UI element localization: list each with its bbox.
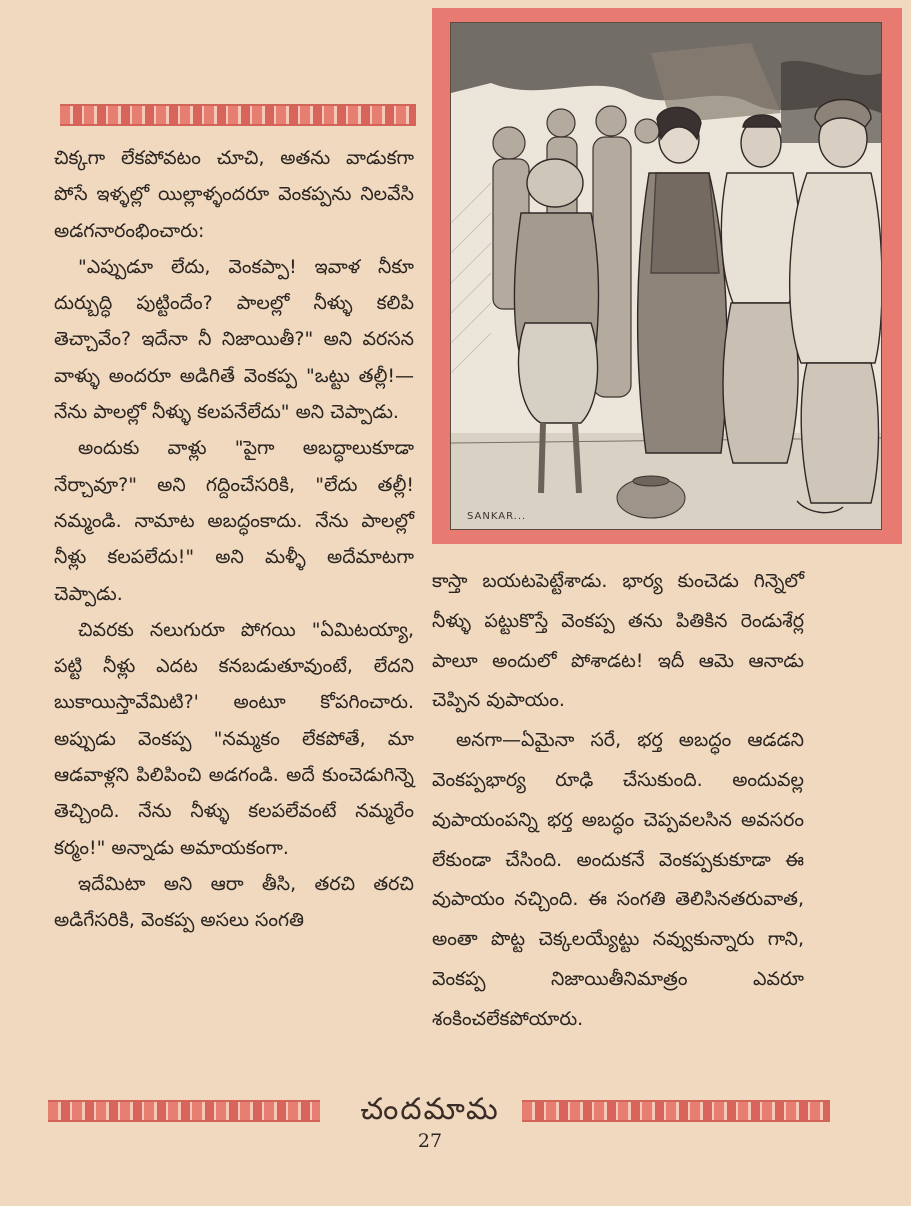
illustration-frame xyxy=(432,8,902,544)
paragraph: ఇదేమిటా అని ఆరా తీసి, తరచి తరచి అడిగేసరికి, వెంకప్ప అసలు సంగతి xyxy=(54,872,414,932)
paragraph: కాస్తా బయటపెట్టేశాడు. భార్య కుంచెడు గిన్నెలో నీళ్ళు పట్టుకొస్తే వెంకప్ప తను పితికిన రెండుశేర్ల పాలూ అందులో పోశాడట! ఇదీ ఆమె ఆనాడు చెప్పిన వుపాయం. xyxy=(432,570,804,712)
magazine-title: చందమామ xyxy=(360,1092,500,1127)
paragraph: చివరకు నలుగురూ పోగయి "ఏమిటయ్యా, పట్టి నీళ్లు ఎదట కనబడుతూవుంటే, లేదని బుకాయిస్తావేమిటి?' అంటూ కోపగించారు. అప్పుడు వెంకప్ప "నమ్మకం లేకపోతే, మా ఆడవాళ్లని పిలిపించి అడగండి. అదే కుంచెడుగిన్నె తెచ్చింది. నేను నీళ్ళు కలపలేవంటే నమ్మరేం కర్మం!" అన్నాడు అమాయకంగా. xyxy=(54,618,414,859)
page-number: 27 xyxy=(417,1130,443,1152)
paragraph: "ఎప్పుడూ లేదు, వెంకప్పా! ఇవాళ నీకూ దుర్బుద్ధి పుట్టిందేం? పాలల్లో నీళ్ళు కలిపి తెచ్చావేం? ఇదేనా నీ నిజాయితీ?" అని వరసన వాళ్ళు అందరూ అడిగితే వెంకప్ప "ఒట్టు తల్లీ!—నేను పాలల్లో నీళ్ళు కలపనేలేదు" అని చెప్పాడు. xyxy=(54,255,414,424)
decorative-border-top xyxy=(60,104,416,126)
decorative-border-footer-right xyxy=(522,1100,830,1122)
paragraph: చిక్కగా లేకపోవటం చూచి, అతను వాడుకగా పోసే ఇళ్ళల్లో యిల్లాళ్ళందరూ వెంకప్పను నిలవేసి అడగనారంభించారు: xyxy=(54,147,414,242)
left-text-column xyxy=(54,140,414,939)
right-text-column xyxy=(432,562,804,1040)
paragraph: అనగా—ఏమైనా సరే, భర్త అబద్ధం ఆడడని వెంకప్పభార్య రూఢి చేసుకుంది. అందువల్ల వుపాయంపన్ని భర్త అబద్ధం చెప్పవలసిన అవసరం లేకుండా చేసింది. అందుకనే వెంకప్పకుకూడా ఈ వుపాయం నచ్చింది. ఈ సంగతి తెలిసినతరువాత, అంతా పొట్ట చెక్కలయ్యేట్టు నవ్వుకున్నారు గాని, వెంకప్ప నిజాయితీనిమాత్రం ఎవరూ శంకించలేకపోయారు. xyxy=(432,729,804,1030)
decorative-border-footer-left xyxy=(48,1100,320,1122)
illustration-drawing xyxy=(451,23,881,529)
paragraph: అందుకు వాళ్లు "పైగా అబద్ధాలుకూడా నేర్చావూ?" అని గద్దించేసరికి, "లేదు తల్లీ! నమ్మండి. నామాట అబద్ధంకాదు. నేను పాలల్లో నీళ్లు కలపలేదు!" అని మళ్ళీ అదేమాటగా చెప్పాడు. xyxy=(54,437,414,605)
village-scene-illustration xyxy=(450,22,882,530)
artist-signature: SANKAR... xyxy=(467,511,527,522)
